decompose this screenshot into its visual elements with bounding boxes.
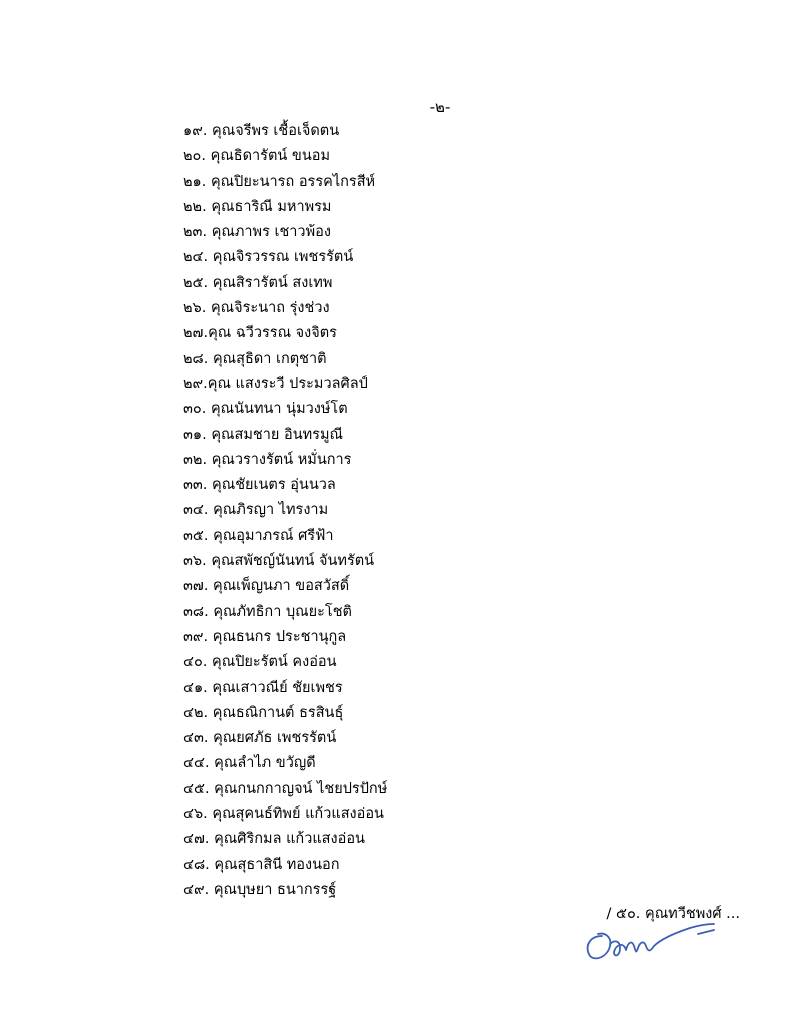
list-item: ๒๕. คุณสิรารัตน์ สงเทพ (183, 274, 333, 291)
list-item: ๔๙. คุณบุษยา ธนากรรฐ์ (183, 881, 337, 898)
list-item: ๒๗.คุณ ฉวีวรรณ จงจิตร (183, 325, 337, 342)
list-item: ๒๓. คุณภาพร เชาวพ้อง (183, 224, 331, 241)
list-item: ๔๖. คุณสุคนธ์ทิพย์ แก้วแสงอ่อน (183, 806, 384, 823)
list-item: ๒๒. คุณธาริณี มหาพรม (183, 198, 332, 215)
signature (580, 916, 720, 964)
continuation-note: / ๕๐. คุณทวีชพงศ์ ... (606, 906, 740, 922)
list-item: ๓๙. คุณธนกร ประชานุกูล (183, 628, 347, 645)
list-item: ๔๒. คุณธณิกานต์ ธรสินธุ์ (183, 704, 344, 721)
list-item: ๔๗. คุณศิริกมล แก้วแสงอ่อน (183, 831, 365, 848)
list-item: ๑๙. คุณจรีพร เชื้อเจ็ดตน (183, 123, 340, 139)
list-item: ๒๐. คุณธิดารัตน์ ขนอม (183, 148, 331, 165)
list-item: ๔๔. คุณลำไภ ขวัญดี (183, 755, 316, 772)
list-item: ๓๑. คุณสมชาย อินทรมูณี (183, 426, 343, 443)
list-item: ๒๑. คุณปิยะนารถ อรรคไกรสีห์ (183, 173, 376, 190)
list-item: ๔๐. คุณปิยะรัตน์ คงอ่อน (183, 654, 337, 671)
list-item: ๓๒. คุณวรางรัตน์ หมั่นการ (183, 451, 352, 468)
list-item: ๒๔. คุณจิรวรรณ เพชรรัตน์ (183, 249, 354, 266)
list-item: ๓๔. คุณภิรญา ไทรงาม (183, 502, 329, 519)
list-item: ๔๓. คุณยศภัธ เพชรรัตน์ (183, 730, 337, 747)
list-item: ๓๐. คุณนันทนา นุ่มวงษ์โต (183, 401, 348, 418)
list-item: ๒๙.คุณ แสงระวี ประมวลศิลป์ (183, 375, 368, 392)
page-number: -๒- (429, 98, 451, 116)
list-item: ๓๘. คุณภัทธิกา บุณยะโชติ (183, 603, 352, 620)
list-item: ๓๓. คุณชัยเนตร อุ่นนวล (183, 477, 336, 494)
list-item: ๔๕. คุณกนกกาญจน์ ไชยปรปักษ์ (183, 780, 388, 797)
list-item: ๔๑. คุณเสาวณีย์ ชัยเพชร (183, 679, 343, 696)
list-item: ๒๘. คุณสุธิดา เกตุชาติ (183, 350, 327, 367)
list-item: ๓๕. คุณอุมาภรณ์ ศรีฟ้า (183, 527, 334, 544)
list-item: ๔๘. คุณสุธาสินี ทองนอก (183, 856, 340, 873)
list-item: ๒๖. คุณจิระนาถ รุ่งช่วง (183, 300, 330, 317)
list-item: ๓๗. คุณเพ็ญนภา ขอสวัสดิ์ (183, 578, 350, 595)
list-item: ๓๖. คุณสพัชญ์นันทน์ จันทรัตน์ (183, 553, 375, 570)
name-list (183, 119, 387, 903)
